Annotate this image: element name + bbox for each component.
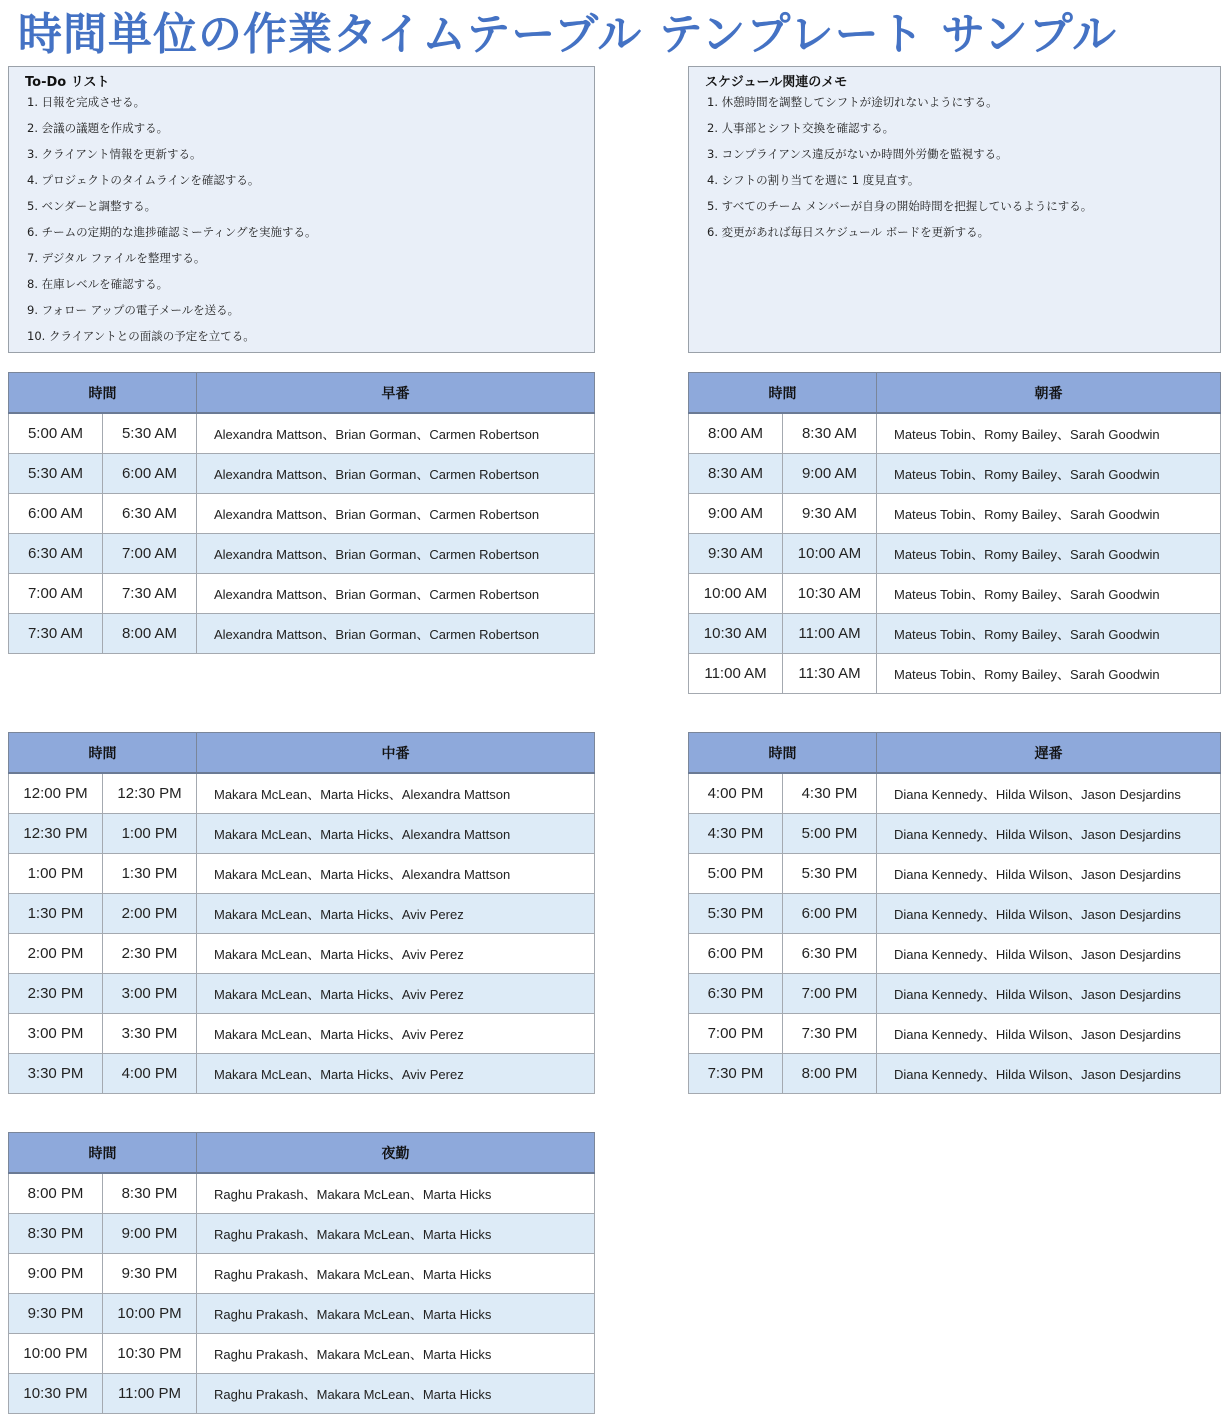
end-time-cell: 7:30 PM [783, 1014, 877, 1054]
shift-name-header: 中番 [197, 733, 595, 774]
staff-cell: Mateus Tobin、Romy Bailey、Sarah Goodwin [877, 534, 1221, 574]
start-time-cell: 5:30 PM [689, 894, 783, 934]
staff-cell: Diana Kennedy、Hilda Wilson、Jason Desjardins [877, 934, 1221, 974]
table-header-row [9, 733, 595, 774]
table-row [9, 614, 595, 654]
staff-cell: Diana Kennedy、Hilda Wilson、Jason Desjardins [877, 974, 1221, 1014]
end-time-cell: 4:30 PM [783, 773, 877, 814]
staff-cell: Alexandra Mattson、Brian Gorman、Carmen Robertson [197, 534, 595, 574]
start-time-cell: 1:00 PM [9, 854, 103, 894]
todo-item: 9. フォロー アップの電子メールを送る。 [27, 303, 240, 317]
end-time-cell: 10:30 AM [783, 574, 877, 614]
table-row [689, 894, 1221, 934]
staff-cell: Mateus Tobin、Romy Bailey、Sarah Goodwin [877, 454, 1221, 494]
start-time-cell: 2:00 PM [9, 934, 103, 974]
start-time-cell: 5:00 AM [9, 413, 103, 454]
table-row [689, 974, 1221, 1014]
start-time-cell: 1:30 PM [9, 894, 103, 934]
time-column-header: 時間 [9, 373, 197, 414]
shift-name-header: 早番 [197, 373, 595, 414]
start-time-cell: 8:00 PM [9, 1173, 103, 1214]
end-time-cell: 6:00 AM [103, 454, 197, 494]
end-time-cell: 5:30 PM [783, 854, 877, 894]
table-row [9, 974, 595, 1014]
staff-cell: Raghu Prakash、Makara McLean、Marta Hicks [197, 1254, 595, 1294]
staff-cell: Diana Kennedy、Hilda Wilson、Jason Desjardins [877, 773, 1221, 814]
start-time-cell: 6:00 PM [689, 934, 783, 974]
end-time-cell: 6:30 AM [103, 494, 197, 534]
todo-item: 6. チームの定期的な進捗確認ミーティングを実施する。 [27, 225, 317, 239]
table-row [9, 894, 595, 934]
table-row [9, 1054, 595, 1094]
start-time-cell: 3:30 PM [9, 1054, 103, 1094]
staff-cell: Alexandra Mattson、Brian Gorman、Carmen Robertson [197, 494, 595, 534]
start-time-cell: 5:00 PM [689, 854, 783, 894]
end-time-cell: 1:00 PM [103, 814, 197, 854]
end-time-cell: 6:30 PM [783, 934, 877, 974]
end-time-cell: 8:30 AM [783, 413, 877, 454]
table-header-row [9, 1133, 595, 1174]
todo-item: 3. クライアント情報を更新する。 [27, 147, 202, 161]
staff-cell: Makara McLean、Marta Hicks、Alexandra Mattson [197, 854, 595, 894]
start-time-cell: 5:30 AM [9, 454, 103, 494]
staff-cell: Mateus Tobin、Romy Bailey、Sarah Goodwin [877, 494, 1221, 534]
start-time-cell: 7:30 PM [689, 1054, 783, 1094]
staff-cell: Alexandra Mattson、Brian Gorman、Carmen Robertson [197, 574, 595, 614]
memo-item: 6. 変更があれば毎日スケジュール ボードを更新する。 [707, 225, 990, 239]
staff-cell: Alexandra Mattson、Brian Gorman、Carmen Robertson [197, 413, 595, 454]
todo-item: 10. クライアントとの面談の予定を立てる。 [27, 329, 255, 343]
staff-cell: Makara McLean、Marta Hicks、Alexandra Mattson [197, 773, 595, 814]
start-time-cell: 7:00 AM [9, 574, 103, 614]
memo-item: 2. 人事部とシフト交換を確認する。 [707, 121, 895, 135]
staff-cell: Mateus Tobin、Romy Bailey、Sarah Goodwin [877, 614, 1221, 654]
end-time-cell: 7:30 AM [103, 574, 197, 614]
table-row [689, 814, 1221, 854]
end-time-cell: 8:00 PM [783, 1054, 877, 1094]
start-time-cell: 6:30 AM [9, 534, 103, 574]
table-header-row [689, 373, 1221, 414]
end-time-cell: 11:00 AM [783, 614, 877, 654]
table-header-row [689, 733, 1221, 774]
end-time-cell: 2:00 PM [103, 894, 197, 934]
todo-item: 5. ベンダーと調整する。 [27, 199, 157, 213]
end-time-cell: 9:30 AM [783, 494, 877, 534]
time-column-header: 時間 [689, 373, 877, 414]
start-time-cell: 9:00 PM [9, 1254, 103, 1294]
table-row [9, 814, 595, 854]
end-time-cell: 5:00 PM [783, 814, 877, 854]
shift-name-header: 遅番 [877, 733, 1221, 774]
staff-cell: Raghu Prakash、Makara McLean、Marta Hicks [197, 1214, 595, 1254]
staff-cell: Mateus Tobin、Romy Bailey、Sarah Goodwin [877, 574, 1221, 614]
todo-heading: To-Do リスト [25, 75, 110, 90]
staff-cell: Makara McLean、Marta Hicks、Aviv Perez [197, 934, 595, 974]
memo-item: 4. シフトの割り当てを週に 1 度見直す。 [707, 173, 920, 187]
start-time-cell: 8:30 AM [689, 454, 783, 494]
staff-cell: Raghu Prakash、Makara McLean、Marta Hicks [197, 1334, 595, 1374]
staff-cell: Makara McLean、Marta Hicks、Aviv Perez [197, 974, 595, 1014]
memo-item: 1. 休憩時間を調整してシフトが途切れないようにする。 [707, 95, 998, 109]
table-row [689, 1054, 1221, 1094]
table-header-row [9, 373, 595, 414]
end-time-cell: 11:30 AM [783, 654, 877, 694]
table-row [9, 1214, 595, 1254]
table-row [689, 773, 1221, 814]
page-title: 時間単位の作業タイムテーブル テンプレート サンプル [18, 9, 1117, 60]
end-time-cell: 8:00 AM [103, 614, 197, 654]
staff-cell: Diana Kennedy、Hilda Wilson、Jason Desjardins [877, 1014, 1221, 1054]
staff-cell: Makara McLean、Marta Hicks、Aviv Perez [197, 1014, 595, 1054]
memo-item: 3. コンプライアンス違反がないか時間外労働を監視する。 [707, 147, 1008, 161]
staff-cell: Raghu Prakash、Makara McLean、Marta Hicks [197, 1173, 595, 1214]
start-time-cell: 11:00 AM [689, 654, 783, 694]
table-row [689, 534, 1221, 574]
todo-item: 1. 日報を完成させる。 [27, 95, 146, 109]
start-time-cell: 9:30 PM [9, 1294, 103, 1334]
staff-cell: Alexandra Mattson、Brian Gorman、Carmen Robertson [197, 614, 595, 654]
shift-table-night [8, 1132, 595, 1414]
staff-cell: Makara McLean、Marta Hicks、Aviv Perez [197, 1054, 595, 1094]
memo-item: 5. すべてのチーム メンバーが自身の開始時間を把握しているようにする。 [707, 199, 1093, 213]
start-time-cell: 4:30 PM [689, 814, 783, 854]
table-row [9, 1374, 595, 1414]
shift-table-morning [688, 372, 1221, 694]
staff-cell: Alexandra Mattson、Brian Gorman、Carmen Robertson [197, 454, 595, 494]
end-time-cell: 8:30 PM [103, 1173, 197, 1214]
end-time-cell: 3:00 PM [103, 974, 197, 1014]
todo-panel [8, 66, 595, 353]
start-time-cell: 9:00 AM [689, 494, 783, 534]
end-time-cell: 2:30 PM [103, 934, 197, 974]
shift-name-header: 朝番 [877, 373, 1221, 414]
staff-cell: Diana Kennedy、Hilda Wilson、Jason Desjardins [877, 1054, 1221, 1094]
end-time-cell: 9:00 AM [783, 454, 877, 494]
table-row [9, 1173, 595, 1214]
end-time-cell: 10:30 PM [103, 1334, 197, 1374]
table-row [689, 1014, 1221, 1054]
table-row [9, 574, 595, 614]
start-time-cell: 4:00 PM [689, 773, 783, 814]
table-row [689, 413, 1221, 454]
shift-name-header: 夜勤 [197, 1133, 595, 1174]
shift-table-middle [8, 732, 595, 1094]
start-time-cell: 8:30 PM [9, 1214, 103, 1254]
end-time-cell: 3:30 PM [103, 1014, 197, 1054]
end-time-cell: 11:00 PM [103, 1374, 197, 1414]
todo-item: 7. デジタル ファイルを整理する。 [27, 251, 206, 265]
end-time-cell: 6:00 PM [783, 894, 877, 934]
start-time-cell: 6:30 PM [689, 974, 783, 1014]
start-time-cell: 10:30 AM [689, 614, 783, 654]
end-time-cell: 1:30 PM [103, 854, 197, 894]
table-row [9, 773, 595, 814]
table-row [9, 1014, 595, 1054]
table-row [689, 574, 1221, 614]
start-time-cell: 8:00 AM [689, 413, 783, 454]
end-time-cell: 12:30 PM [103, 773, 197, 814]
table-row [9, 854, 595, 894]
todo-item: 2. 会議の議題を作成する。 [27, 121, 169, 135]
table-row [9, 534, 595, 574]
start-time-cell: 12:30 PM [9, 814, 103, 854]
end-time-cell: 4:00 PM [103, 1054, 197, 1094]
end-time-cell: 10:00 PM [103, 1294, 197, 1334]
end-time-cell: 5:30 AM [103, 413, 197, 454]
start-time-cell: 7:30 AM [9, 614, 103, 654]
staff-cell: Raghu Prakash、Makara McLean、Marta Hicks [197, 1374, 595, 1414]
time-column-header: 時間 [9, 733, 197, 774]
table-row [9, 1334, 595, 1374]
staff-cell: Makara McLean、Marta Hicks、Aviv Perez [197, 894, 595, 934]
table-row [689, 654, 1221, 694]
end-time-cell: 9:30 PM [103, 1254, 197, 1294]
end-time-cell: 10:00 AM [783, 534, 877, 574]
start-time-cell: 10:00 PM [9, 1334, 103, 1374]
time-column-header: 時間 [689, 733, 877, 774]
shift-table-early [8, 372, 595, 654]
staff-cell: Mateus Tobin、Romy Bailey、Sarah Goodwin [877, 654, 1221, 694]
start-time-cell: 7:00 PM [689, 1014, 783, 1054]
start-time-cell: 12:00 PM [9, 773, 103, 814]
todo-item: 4. プロジェクトのタイムラインを確認する。 [27, 173, 260, 187]
memo-panel [688, 66, 1221, 353]
start-time-cell: 6:00 AM [9, 494, 103, 534]
start-time-cell: 10:00 AM [689, 574, 783, 614]
table-row [689, 854, 1221, 894]
shift-table-late [688, 732, 1221, 1094]
end-time-cell: 7:00 AM [103, 534, 197, 574]
table-row [9, 934, 595, 974]
table-row [9, 413, 595, 454]
table-row [9, 454, 595, 494]
start-time-cell: 3:00 PM [9, 1014, 103, 1054]
table-row [689, 494, 1221, 534]
table-row [689, 454, 1221, 494]
staff-cell: Diana Kennedy、Hilda Wilson、Jason Desjardins [877, 854, 1221, 894]
table-row [9, 494, 595, 534]
end-time-cell: 9:00 PM [103, 1214, 197, 1254]
staff-cell: Makara McLean、Marta Hicks、Alexandra Mattson [197, 814, 595, 854]
table-row [9, 1294, 595, 1334]
table-row [9, 1254, 595, 1294]
staff-cell: Diana Kennedy、Hilda Wilson、Jason Desjardins [877, 894, 1221, 934]
table-row [689, 934, 1221, 974]
end-time-cell: 7:00 PM [783, 974, 877, 1014]
staff-cell: Diana Kennedy、Hilda Wilson、Jason Desjardins [877, 814, 1221, 854]
todo-item: 8. 在庫レベルを確認する。 [27, 277, 169, 291]
table-row [689, 614, 1221, 654]
start-time-cell: 10:30 PM [9, 1374, 103, 1414]
start-time-cell: 2:30 PM [9, 974, 103, 1014]
staff-cell: Mateus Tobin、Romy Bailey、Sarah Goodwin [877, 413, 1221, 454]
start-time-cell: 9:30 AM [689, 534, 783, 574]
time-column-header: 時間 [9, 1133, 197, 1174]
memo-heading: スケジュール関連のメモ [705, 75, 848, 90]
staff-cell: Raghu Prakash、Makara McLean、Marta Hicks [197, 1294, 595, 1334]
